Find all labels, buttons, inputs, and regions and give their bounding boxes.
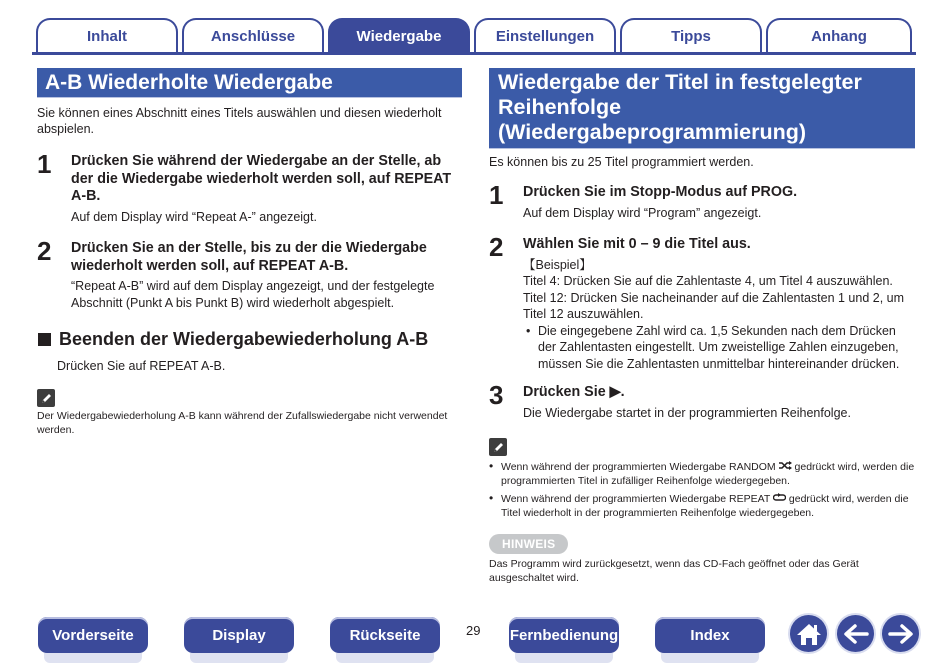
step-heading: Drücken Sie im Stopp-Modus auf PROG. (523, 184, 798, 200)
subsection-title: Beenden der Wiedergabewiederholung A-B (59, 329, 429, 349)
subsection-body: Drücken Sie auf REPEAT A-B. (57, 359, 226, 373)
note-text: gedrückt wird, werden die programmierten Titel in zufälliger Reihenfolge wiedergegeben. (501, 461, 915, 487)
step-body: Auf dem Display wird “Program” angezeigt. (523, 205, 762, 220)
square-bullet-icon (38, 333, 51, 346)
note-text: gedrückt wird, werden die Titel wiederholt in der programmierten Reihenfolge wiedergegeben. (501, 493, 909, 519)
tab-wiedergabe[interactable]: Wiedergabe (328, 18, 470, 52)
section-title-program-playback: Wiedergabe der Titel in festgelegter Reihenfolge (Wiedergabeprogrammierung) (489, 68, 915, 149)
tab-tipps[interactable]: Tipps (620, 18, 762, 52)
previous-page-button[interactable] (837, 615, 874, 652)
section-title-ab-repeat: A-B Wiederholte Wiedergabe (37, 68, 462, 98)
hinweis-text: Das Programm wird zurückgesetzt, wenn das CD-Fach geöffnet oder das Gerät ausgeschaltet wird. (489, 558, 859, 584)
example-line: Titel 4: Drücken Sie auf die Zahlentaste 4, um Titel 4 auszuwählen. (523, 274, 893, 288)
step-1 (489, 180, 915, 221)
step-1 (37, 149, 462, 225)
tab-baseline (32, 52, 916, 55)
home-button[interactable] (790, 615, 827, 652)
step-3 (489, 380, 915, 421)
step-2 (489, 232, 915, 372)
example-label: 【Beispiel】 (523, 257, 592, 272)
pencil-icon (37, 389, 55, 407)
tab-anhang[interactable]: Anhang (766, 18, 912, 52)
step-number: 2 (37, 236, 52, 266)
nav-remote-control-button[interactable]: Fernbedienung (509, 617, 619, 653)
step-heading: Drücken Sie während der Wiedergabe an der Stelle, ab der die Wiedergabe wiederholt werden soll, auf REPEAT A-B. (71, 153, 452, 204)
note-item (489, 461, 915, 488)
section-intro: Es können bis zu 25 Titel programmiert werden. (489, 155, 754, 169)
tab-einstellungen[interactable]: Einstellungen (474, 18, 616, 52)
step-number: 1 (489, 180, 504, 210)
step-number: 3 (489, 380, 504, 410)
right-column (489, 68, 915, 585)
tab-inhalt[interactable]: Inhalt (36, 18, 178, 52)
next-page-button[interactable] (882, 615, 919, 652)
shuffle-icon (779, 461, 792, 473)
top-tab-bar (32, 15, 916, 55)
repeat-icon (773, 493, 786, 505)
note-block (37, 389, 462, 437)
home-icon (796, 622, 822, 646)
nav-rear-panel-button[interactable]: Rückseite (330, 617, 440, 653)
step-bullet: • Die eingegebene Zahl wird ca. 1,5 Sekunden nach dem Drücken der Zahlentasten eingestellt. Um zweistellige Zahlen einzugeben, müssen Sie die Zahlentasten unmittelbar hintereinander drücken. (523, 323, 915, 373)
step-number: 2 (489, 232, 504, 262)
step-body: “Repeat A-B” wird auf dem Display angezeigt, und der festgelegte Abschnitt (Punkt A bis Punkt B) wird wiederholt abgespielt. (71, 279, 435, 310)
step-body (523, 257, 915, 373)
nav-display-button[interactable]: Display (184, 617, 294, 653)
example-line: Titel 12: Drücken Sie nacheinander auf die Zahlentasten 1 und 2, um Titel 12 auszuwählen. (523, 290, 905, 321)
nav-front-panel-button[interactable]: Vorderseite (38, 617, 148, 653)
pencil-icon (489, 438, 507, 456)
step-number: 1 (37, 149, 52, 179)
section-intro: Sie können eines Abschnitt eines Titels auswählen und diesen wiederholt abspielen. (37, 106, 442, 136)
step-body: Die Wiedergabe startet in der programmierten Reihenfolge. (523, 405, 851, 420)
subsection-heading (37, 329, 462, 350)
note-item (489, 493, 915, 520)
note-text: Wenn während der programmierten Wiedergabe RANDOM (501, 461, 779, 473)
step-body: Auf dem Display wird “Repeat A-” angezeigt. (71, 209, 317, 224)
step-2 (37, 236, 462, 311)
hinweis-badge: HINWEIS (489, 534, 568, 554)
note-text: Wenn während der programmierten Wiedergabe REPEAT (501, 493, 773, 505)
note-block (489, 438, 915, 520)
tab-anschluesse[interactable]: Anschlüsse (182, 18, 324, 52)
hinweis-block (489, 534, 915, 585)
nav-index-button[interactable]: Index (655, 617, 765, 653)
arrow-right-icon (888, 624, 914, 644)
arrow-left-icon (843, 624, 869, 644)
note-text: Der Wiedergabewiederholung A-B kann während der Zufallswiedergabe nicht verwendet werden. (37, 410, 448, 436)
step-heading: Drücken Sie ▶. (523, 384, 625, 400)
page-number: 29 (466, 623, 481, 638)
step-heading: Wählen Sie mit 0 – 9 die Titel aus. (523, 236, 751, 252)
step-heading: Drücken Sie an der Stelle, bis zu der die Wiedergabe wiederholt werden soll, auf REPEAT A-B. (71, 240, 427, 274)
left-column (37, 68, 462, 437)
